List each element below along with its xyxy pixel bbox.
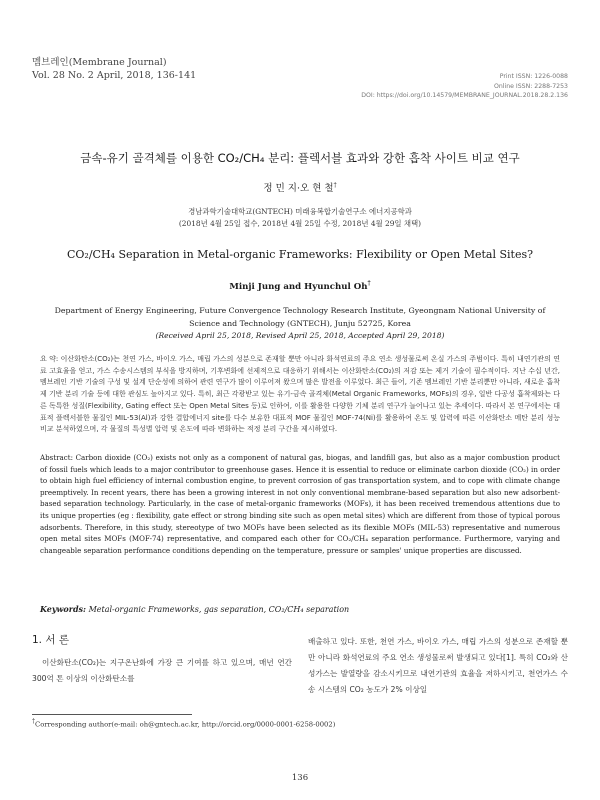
section-heading-introduction: 1. 서 론 (32, 634, 69, 646)
footnote-divider (32, 714, 192, 715)
affiliation-korean-block (0, 206, 600, 230)
print-issn: Print ISSN: 1226-0088 (499, 73, 568, 80)
abstract-korean: 요 약: 이산화탄소(CO₂)는 천연 가스, 바이오 가스, 매립 가스의 성분으로 존재할 뿐만 아니라 화석연료의 주요 연소 생성물로써 온실 가스의 주범이다. 특히 내연기관의 연료 고효율을 얻고, 가스 수송시스템의 부식을 방지하며, 기후변화에 선제적으로 대응하기 위해서는 이산화탄소(CO₂)의 저감 또는 제거 기술이 필수적이다. 지난 수십 년간, 멤브레인 기반 기술의 구성 및 설계 단순성에 의하여 관련 연구가 많이 이루어져 왔으며 많은 발전을 이루었다. 최근 들어, 기존 멤브레인 기반 분리뿐만 아니라, 새로운 흡착제 기반 분리 기술 등에 대한 관심도 높아지고 있다. 특히, 최근 각광받고 있는 유기-금속 골격체(Metal Organic Frameworks, MOFs)의 경우, 일반 다공성 흡착제와는 다른 독특한 성질(Flexibility, Gating effect 또는 Open Metal Sites 등)로 인하여, 이를 활용한 다양한 기체 분리 연구가 늘어나고 있는 추세이다. 따라서 본 연구에서는 대표적 플렉서블한 물질인 MIL-53(Al)과 강한 결합에너지 site를 다수 보유한 대표적 MOF 물질인 MOF-74(Ni)를 활용하여 온도 및 압력에 따른 이산화탄소 메탄 분리 성능 비교 분석하였으며, 각 물질의 특성별 압력 및 온도에 따라 변화하는 적정 분리 구간을 제시하였다. (40, 355, 560, 434)
journal-name: 멤브레인(Membrane Journal) (32, 57, 167, 68)
authors-korean (0, 180, 600, 194)
authors-english (0, 280, 600, 292)
dates-korean: (2018년 4월 25일 접수, 2018년 4월 25일 수정, 2018년 4월 29일 채택) (178, 219, 422, 228)
authors-english-names: Minji Jung and Hyunchul Oh (229, 281, 368, 292)
title-korean: 금속-유기 골격체를 이용한 CO₂/CH₄ 분리: 플렉서블 효과와 강한 흡착 사이트 비교 연구 (80, 151, 520, 165)
keywords-label: Keywords: (40, 604, 87, 614)
affiliation-english: Department of Energy Engineering, Future Convergence Technology Research Institute, Gyeongnam National University of Science and Technology (GNTECH), Junju 52725, Korea (54, 306, 546, 328)
keywords-line (40, 604, 560, 614)
page-number: 136 (291, 773, 309, 783)
footnote-mark: † (32, 718, 35, 725)
body-column-right: 배출하고 있다. 또한, 천연 가스, 바이오 가스, 매립 가스의 성분으로 존재할 뿐만 아니라 화석연료의 주요 연소 생성물로써 발생되고 있다[1]. 특히 CO₂와 산성가스는 발열량을 감소시키므로 내연기관의 효율을 저하시키고, 천연가스 수송 시스템의 CO₂ 농도가 2% 이상일 (308, 637, 568, 694)
corresponding-mark-ko: † (333, 181, 337, 189)
abstract-english: Abstract: Carbon dioxide (CO₂) exists not only as a component of natural gas, biogas, and landfill gas, but also as a major combustion product of fossil fuels which leads to a major contributor to greenhouse gases. Hence it is essential to reduce or eliminate carbon dioxide (CO₂) in order to obtain high fuel efficiency of internal combustion engine, to prevent corrosion of gas transportation system, and to cope with climate change preemptively. In recent years, there has been a growing interest in not only conventional membrane-based separation but also new adsorbent-based separation technology. Particularly, in the case of metal-organic frameworks (MOFs), it has been received tremendous attentions due to its unique properties (eg : flexibility, gate effect or strong binding site such as open metal sites) which are different from those of typical porous adsorbents. Therefore, in this study, stereotype of two MOFs have been selected as its flexible MOFs (MIL-53) representative and numerous open metal sites MOFs (MOF-74) representative, and compared each other for CO₂/CH₄ separation performance. Furthermore, varying and changeable separation performance conditions depending on the temperature, pressure or samples' unique properties are discussed. (40, 453, 560, 555)
journal-volume: Vol. 28 No. 2 April, 2018, 136-141 (32, 70, 197, 81)
body-column-left: 이산화탄소(CO₂)는 지구온난화에 가장 큰 기여를 하고 있으며, 매년 연간 300억 톤 이상의 이산화탄소를 (32, 658, 292, 683)
affiliation-korean: 경남과학기술대학교(GNTECH) 미래융복합기술연구소 에너지공학과 (188, 207, 412, 216)
corresponding-mark-en: † (367, 280, 371, 287)
dates-english: (Received April 25, 2018, Revised April 25, 2018, Accepted April 29, 2018) (155, 331, 445, 340)
doi-link[interactable]: DOI: https://doi.org/10.14579/MEMBRANE_JOURNAL.2018.28.2.136 (361, 92, 568, 99)
online-issn: Online ISSN: 2288-7253 (493, 82, 568, 90)
keywords-list: Metal-organic Frameworks, gas separation, CO₂/CH₄ separation (88, 605, 350, 614)
issn-block (361, 72, 568, 101)
authors-korean-names: 정 민 지·오 현 철 (263, 183, 334, 194)
title-english: CO₂/CH₄ Separation in Metal-organic Frameworks: Flexibility or Open Metal Sites? (66, 248, 534, 261)
journal-header (32, 56, 196, 82)
footnote-text: Corresponding author(e-mail: oh@gntech.ac.kr, http://orcid.org/0000-0001-6258-0002) (35, 720, 336, 729)
footnote (32, 718, 335, 728)
